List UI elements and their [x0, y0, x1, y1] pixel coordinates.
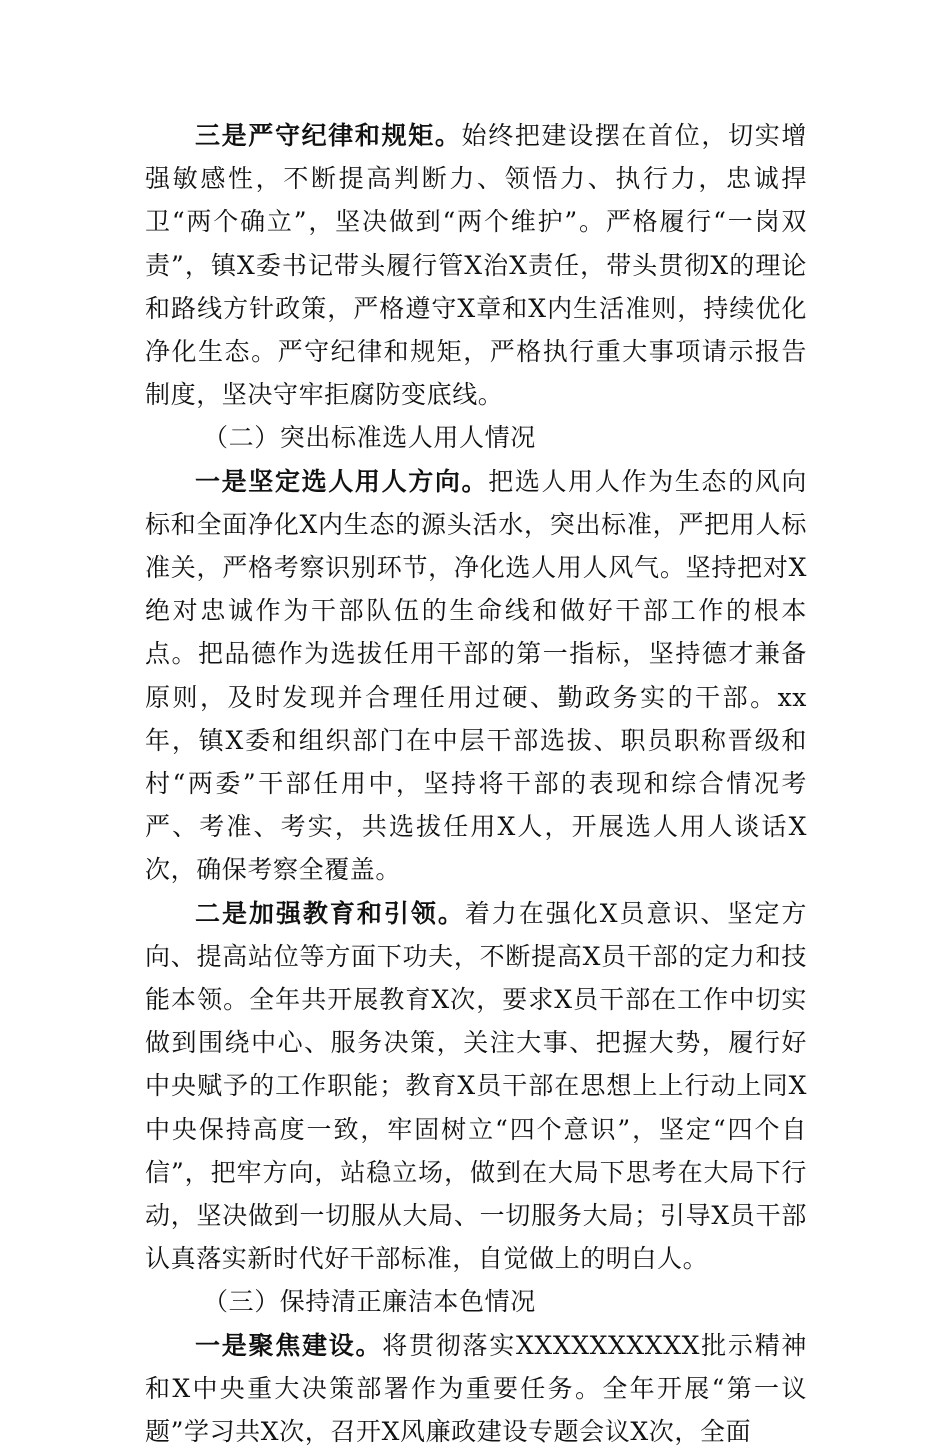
paragraph-education-guidance — [145, 892, 807, 1281]
paragraph-selection-direction — [145, 460, 807, 892]
section-heading: （三）保持清正廉洁本色情况 — [203, 1287, 536, 1317]
paragraph-lead: 一是聚焦建设。 — [195, 1330, 383, 1360]
paragraph-discipline — [145, 114, 807, 416]
paragraph-text: 将贯彻落实XXXXXXXXXX批示精神和X中央重大决策部署作为重要任务。全年开展“第一议题”学习共X次，召开X风廉政建设专题会议X次，全面 — [145, 1330, 807, 1447]
document-body — [145, 114, 807, 1453]
paragraph-text: 着力在强化X员意识、坚定方向、提高站位等方面下功夫，不断提高X员干部的定力和技能本领。全年共开展教育X次，要求X员干部在工作中切实做到围绕中心、服务决策，关注大事、把握大势，履行好中央赋予的工作职能；教育X员干部在思想上上行动上同X中央保持高度一致，牢固树立“四个意识”，坚定“四个自信”，把牢方向，站稳立场，做到在大局下思考在大局下行动，坚决做到一切服从大局、一切服务大局；引导X员干部认真落实新时代好干部标准，自觉做上的明白人。 — [145, 898, 807, 1274]
paragraph-text: 始终把建设摆在首位，切实增强敏感性，不断提高判断力、领悟力、执行力，忠诚捍卫“两个确立”，坚决做到“两个维护”。严格履行“一岗双责”，镇X委书记带头履行管X治X责任，带头贯彻X的理论和路线方针政策，严格遵守X章和X内生活准则，持续优化净化生态。严守纪律和规矩，严格执行重大事项请示报告制度，坚决守牢拒腐防变底线。 — [145, 121, 807, 410]
paragraph-lead: 三是严守纪律和规矩。 — [195, 121, 462, 150]
paragraph-lead: 一是坚定选人用人方向。 — [195, 466, 489, 496]
paragraph-lead: 二是加强教育和引领。 — [195, 898, 465, 928]
section-heading: （二）突出标准选人用人情况 — [203, 423, 536, 453]
paragraph-text: 把选人用人作为生态的风向标和全面净化X内生态的源头活水，突出标准，严把用人标准关，严格考察识别环节，净化选人用人风气。坚持把对X绝对忠诚作为干部队伍的生命线和做好干部工作的根本点。把品德作为选拔任用干部的第一指标，坚持德才兼备原则，及时发现并合理任用过硬、勤政务实的干部。xx年，镇X委和组织部门在中层干部选拔、职员职称晋级和村“两委”干部任用中，坚持将干部的表现和综合情况考严、考准、考实，共选拔任用X人，开展选人用人谈话X次，确保考察全覆盖。 — [145, 466, 807, 885]
paragraph-focus-building — [145, 1324, 807, 1453]
